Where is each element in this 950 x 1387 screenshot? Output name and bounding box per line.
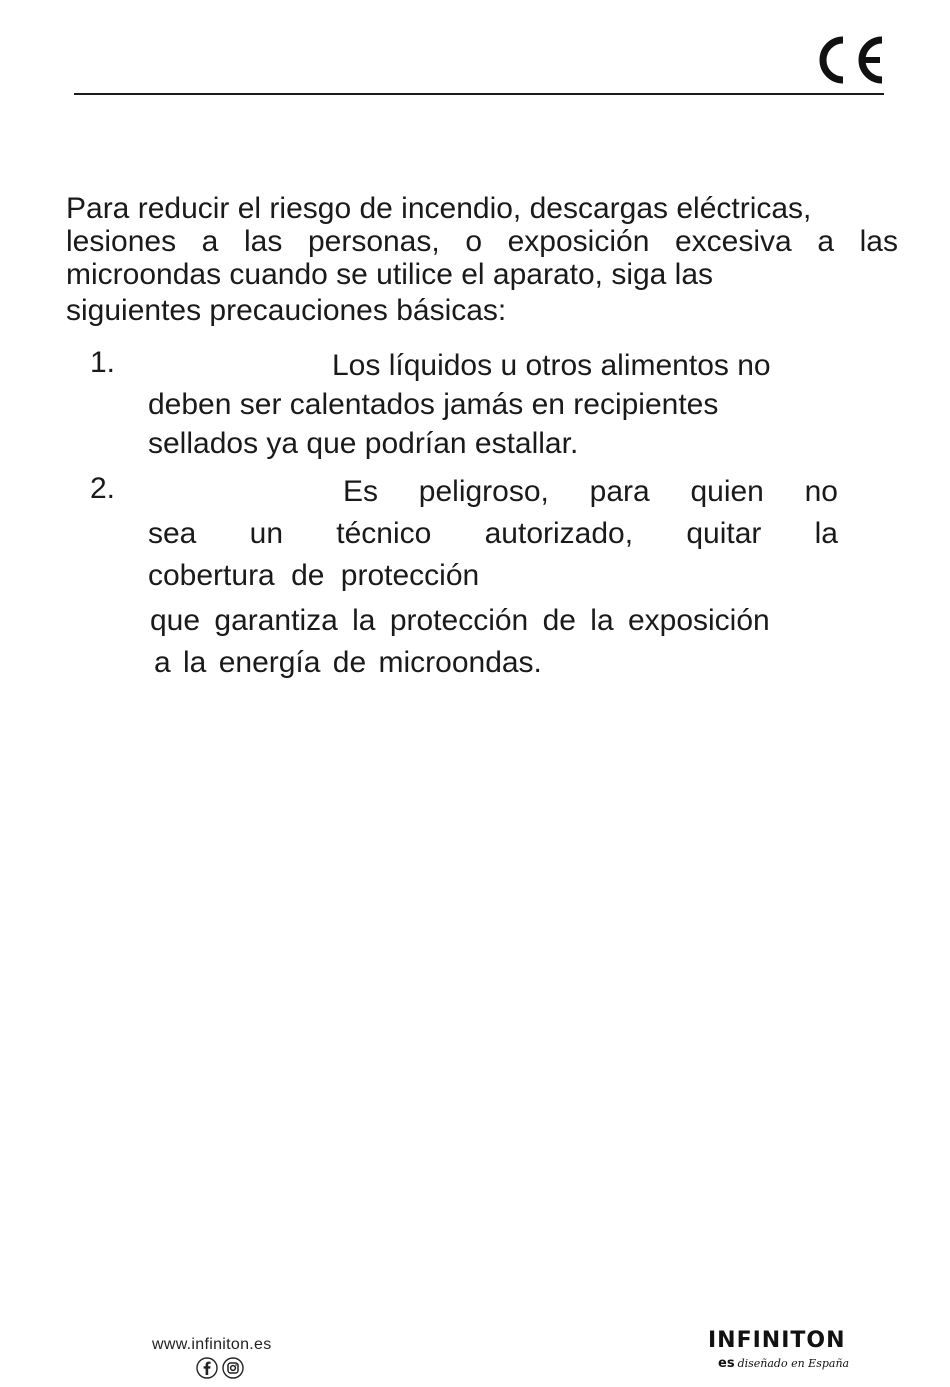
precaution-item [148, 471, 838, 684]
intro-line: microondas cuando se utilice el aparato, siga las [66, 258, 714, 291]
intro-line: Para reducir el riesgo de incendio, descargas eléctricas, [66, 192, 812, 225]
header-rule [74, 93, 884, 95]
intro-paragraph [66, 192, 900, 327]
brand-tagline-prefix: es [718, 1356, 735, 1371]
precaution-line: sea un técnico autorizado, quitar la [148, 517, 838, 550]
precaution-line: a la energía de microondas. [154, 646, 542, 679]
precaution-line: Los líquidos u otros alimentos no [332, 349, 771, 382]
instagram-icon[interactable] [222, 1357, 244, 1379]
precaution-line: Es peligroso, para quien no [343, 475, 838, 508]
precaution-line: sellados ya que podrían estallar. [148, 427, 579, 460]
precaution-line: cobertura de protección [148, 559, 480, 592]
facebook-icon[interactable] [196, 1357, 218, 1379]
website-link[interactable]: www.infiniton.es [152, 1336, 272, 1353]
precaution-item [148, 346, 838, 463]
precaution-number: 1. [90, 346, 116, 379]
brand-logo [708, 1328, 850, 1371]
precaution-line: deben ser calentados jamás en recipientes [148, 388, 719, 421]
brand-tagline-text: diseñado en España [737, 1357, 850, 1370]
intro-line: siguientes precauciones básicas: [66, 294, 507, 327]
ce-mark-icon [810, 34, 886, 86]
brand-tagline [718, 1356, 849, 1371]
intro-line: lesiones a las personas, o exposición excesiva a las [66, 225, 898, 258]
precaution-number: 2. [90, 472, 116, 505]
precaution-line: que garantiza la protección de la exposición [150, 604, 770, 637]
brand-name: INFINITON [708, 1328, 846, 1353]
